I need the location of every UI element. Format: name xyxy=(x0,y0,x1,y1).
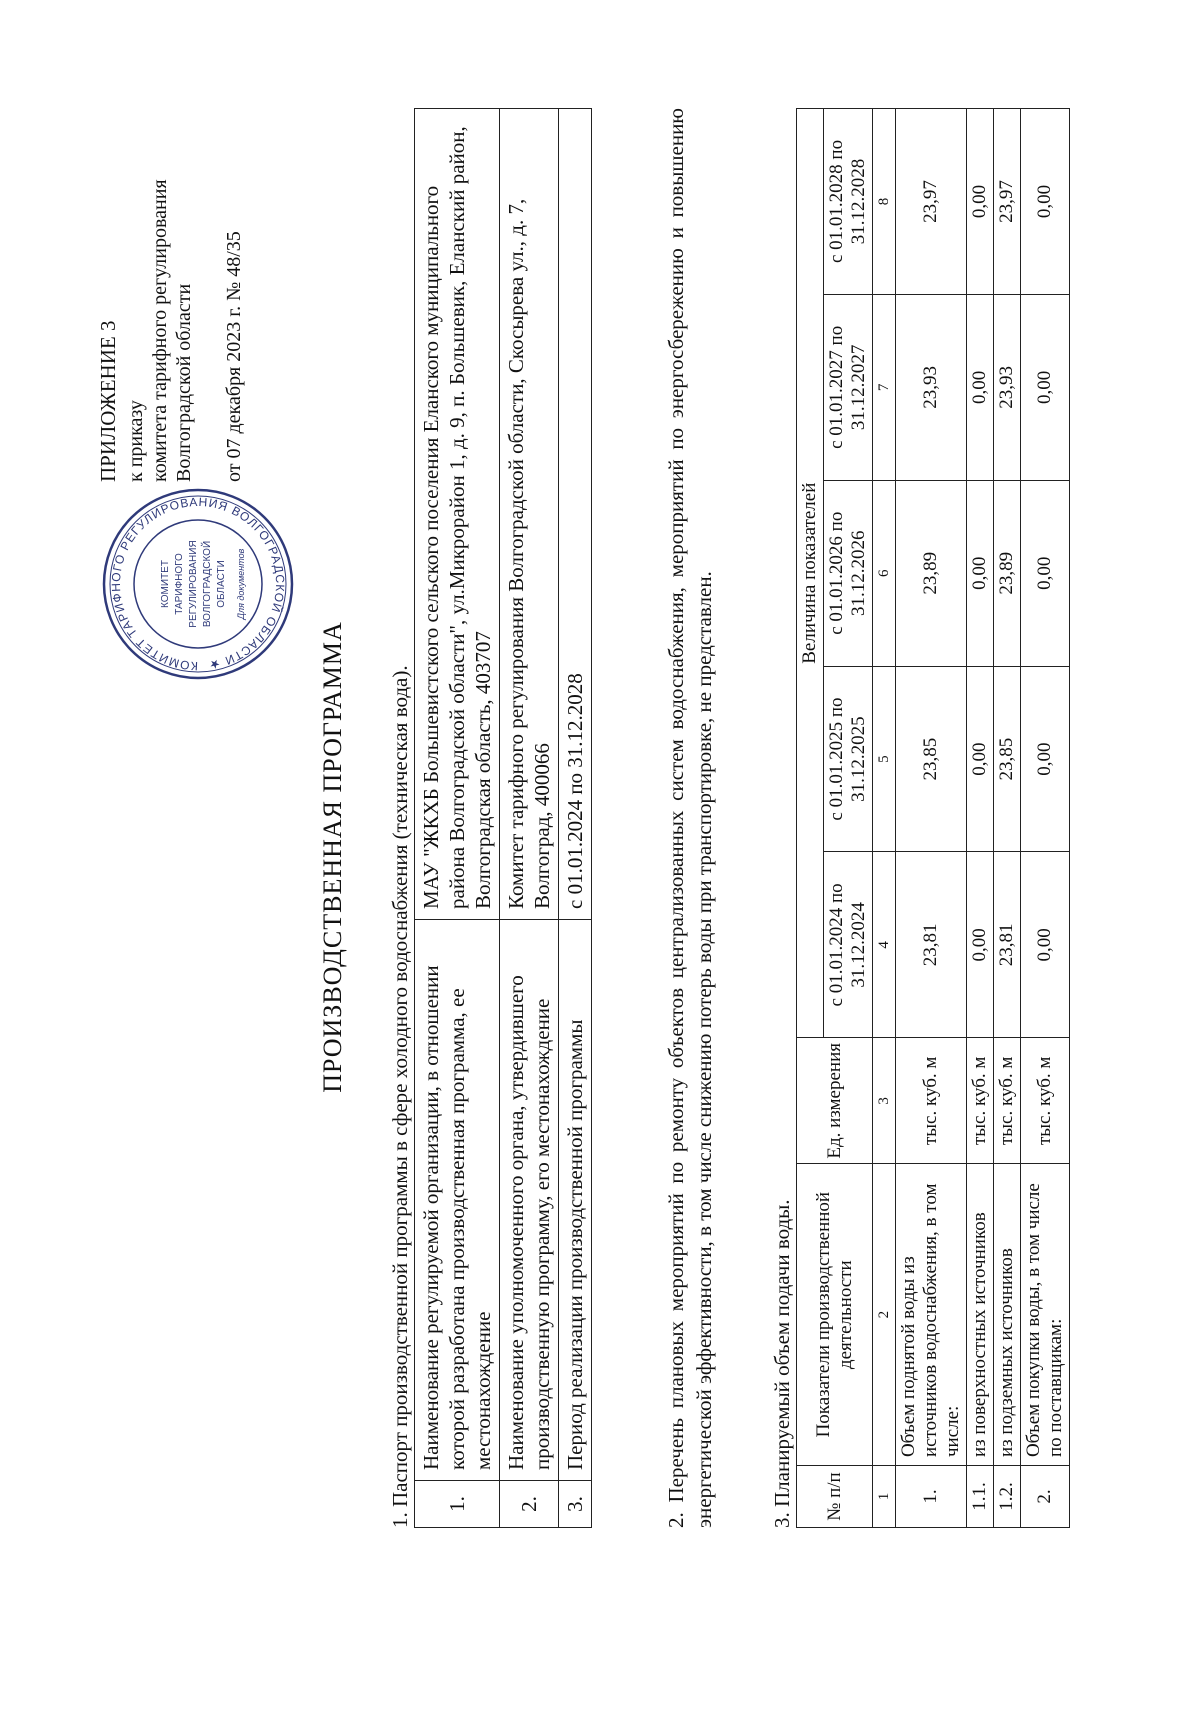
value-cell: 0,00 xyxy=(967,666,994,852)
unit-cell: тыс. куб. м xyxy=(994,1038,1021,1164)
table-row xyxy=(994,109,1021,1528)
table-row xyxy=(967,109,994,1528)
value-cell: 0,00 xyxy=(1021,666,1070,852)
seal-inner-line: РЕГУЛИРОВАНИЯ xyxy=(188,540,199,628)
table-row xyxy=(896,109,967,1528)
header-num: № п/п xyxy=(797,1466,873,1528)
column-index: 3 xyxy=(873,1038,896,1164)
header-indicator: Показатели производственной деятельности xyxy=(797,1164,873,1466)
column-index: 8 xyxy=(873,109,896,295)
passport-table xyxy=(414,108,592,1528)
document-title: ПРОИЗВОДСТВЕННАЯ ПРОГРАММА xyxy=(318,621,347,1093)
value-cell: 23,85 xyxy=(994,666,1021,852)
table-row xyxy=(559,109,592,1528)
seal-inner-line: ОБЛАСТИ xyxy=(216,560,227,608)
row-number: 1. xyxy=(415,1481,500,1528)
value-cell: 23,97 xyxy=(896,109,967,295)
column-index: 7 xyxy=(873,294,896,480)
value-cell: 23,97 xyxy=(994,109,1021,295)
row-number: 1.2. xyxy=(994,1466,1021,1528)
row-number: 3. xyxy=(559,1481,592,1528)
passport-label: Наименование регулируемой организации, в отношении которой разработана производственная программа, ее местонахождение xyxy=(415,920,500,1481)
value-cell: 23,89 xyxy=(994,480,1021,666)
table-header-row xyxy=(797,109,824,1528)
indicator-name: Объем поднятой воды из источников водоснабжения, в том числе: xyxy=(896,1164,967,1466)
seal-outer-text: КОМИТЕТ ТАРИФНОГО РЕГУЛИРОВАНИЯ ВОЛГОГРАДСКОЙ ОБЛАСТИ ★ xyxy=(108,494,288,674)
indicator-name: из подземных источников xyxy=(994,1164,1021,1466)
unit-cell: тыс. куб. м xyxy=(1021,1038,1070,1164)
seal-inner-line: ТАРИФНОГО xyxy=(174,553,185,615)
table-row xyxy=(1021,109,1070,1528)
value-cell: 23,85 xyxy=(896,666,967,852)
water-volume-table xyxy=(796,108,1070,1528)
row-number: 1.1. xyxy=(967,1466,994,1528)
seal-inner-line: КОМИТЕТ xyxy=(160,560,171,608)
value-cell: 23,93 xyxy=(994,294,1021,480)
passport-label: Период реализации производственной программы xyxy=(559,920,592,1481)
value-cell: 0,00 xyxy=(1021,109,1070,295)
value-cell: 0,00 xyxy=(967,294,994,480)
approval-block xyxy=(96,62,246,482)
header-period: с 01.01.2026 по 31.12.2026 xyxy=(824,480,873,666)
column-index: 1 xyxy=(873,1466,896,1528)
value-cell: 0,00 xyxy=(1021,852,1070,1038)
value-cell: 0,00 xyxy=(967,480,994,666)
passport-value: МАУ "ЖКХБ Большевистского сельского поселения Еланского муниципального района Волгоградской области", ул.Микрорайон 1, д. 9, п. Большевик, Еланский район, Волгоградская область, 403707 xyxy=(415,109,500,920)
seal-bottom-text: Для документов xyxy=(236,548,246,620)
section3-heading: 3. Планируемый объем подачи воды. xyxy=(770,1199,794,1528)
header-unit: Ед. измерения xyxy=(797,1038,873,1164)
value-cell: 23,89 xyxy=(896,480,967,666)
header-period: с 01.01.2024 по 31.12.2024 xyxy=(824,852,873,1038)
value-cell: 23,81 xyxy=(994,852,1021,1038)
passport-label: Наименование уполномоченного органа, утвердившего производственную программу, его местонахождение xyxy=(500,920,559,1481)
passport-value: с 01.01.2024 по 31.12.2028 xyxy=(559,109,592,920)
value-cell: 0,00 xyxy=(967,852,994,1038)
section2-text: 2. Перечень плановых мероприятий по ремонту объектов централизованных систем водоснабжения, мероприятий по энергосбережению и повышению энергетической эффективности, в том числе снижению потерь воды при транспортировке, не представлен. xyxy=(664,108,716,1528)
seal-inner-line: ВОЛГОГРАДСКОЙ xyxy=(202,540,213,628)
column-index: 6 xyxy=(873,480,896,666)
header-period: с 01.01.2025 по 31.12.2025 xyxy=(824,666,873,852)
column-index-row xyxy=(873,109,896,1528)
column-index: 2 xyxy=(873,1164,896,1466)
row-number: 2. xyxy=(500,1481,559,1528)
indicator-name: Объем покупки воды, в том числе по поставщикам: xyxy=(1021,1164,1070,1466)
section1-heading: 1. Паспорт производственной программы в сфере холодного водоснабжения (техническая вода). xyxy=(388,665,412,1528)
official-seal xyxy=(98,484,298,684)
column-index: 5 xyxy=(873,666,896,852)
unit-cell: тыс. куб. м xyxy=(967,1038,994,1164)
passport-value: Комитет тарифного регулирования Волгоградской области, Скосырева ул., д. 7, Волгоград, 400066 xyxy=(500,109,559,920)
row-number: 2. xyxy=(1021,1466,1070,1528)
value-cell: 0,00 xyxy=(967,109,994,295)
appendix-heading: ПРИЛОЖЕНИЕ 3 xyxy=(96,320,120,482)
column-index: 4 xyxy=(873,852,896,1038)
approval-date: от 07 декабря 2023 г. № 48/35 xyxy=(223,231,245,482)
header-values-group: Величина показателей xyxy=(797,109,824,1038)
unit-cell: тыс. куб. м xyxy=(896,1038,967,1164)
approval-line: к приказу xyxy=(125,400,147,482)
row-number: 1. xyxy=(896,1466,967,1528)
indicator-name: из поверхностных источников xyxy=(967,1164,994,1466)
value-cell: 23,81 xyxy=(896,852,967,1038)
value-cell: 23,93 xyxy=(896,294,967,480)
value-cell: 0,00 xyxy=(1021,480,1070,666)
table-row xyxy=(415,109,500,1528)
value-cell: 0,00 xyxy=(1021,294,1070,480)
approval-line: Волгоградской области xyxy=(173,283,195,482)
table-row xyxy=(500,109,559,1528)
header-period: с 01.01.2027 по 31.12.2027 xyxy=(824,294,873,480)
header-period: с 01.01.2028 по 31.12.2028 xyxy=(824,109,873,295)
approval-line: комитета тарифного регулирования xyxy=(149,179,171,482)
